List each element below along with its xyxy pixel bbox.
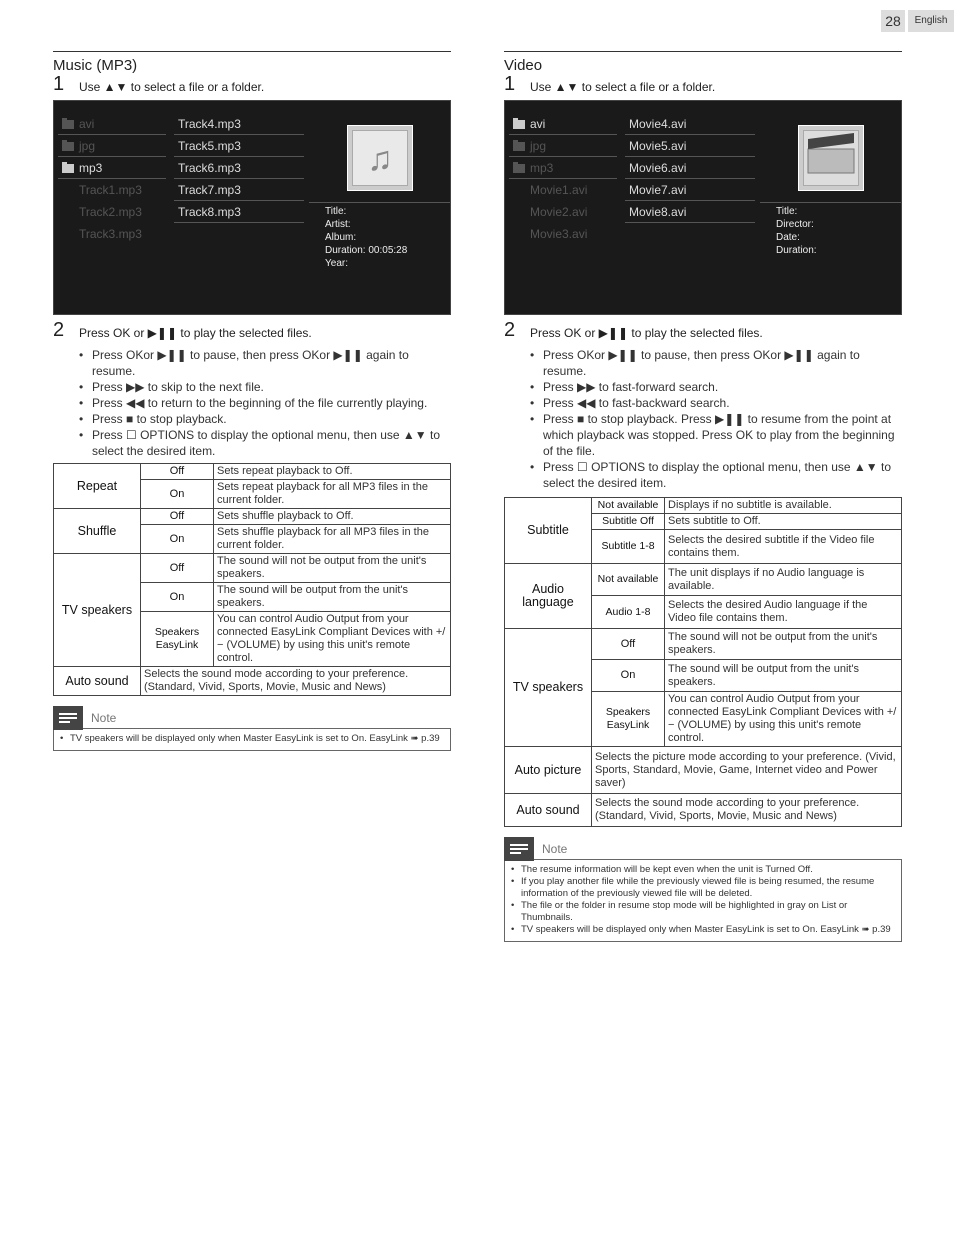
- item-label: avi: [530, 117, 546, 131]
- file-item[interactable]: [509, 179, 617, 201]
- music-note-icon: ♫: [352, 130, 408, 186]
- folder-item[interactable]: [509, 113, 617, 135]
- step-text: Use ▲▼ to select a file or a folder.: [79, 80, 265, 94]
- folder-icon: [62, 142, 74, 151]
- file-item[interactable]: Movie5.avi: [625, 135, 755, 157]
- option-name: Speakers EasyLink: [141, 612, 214, 667]
- instruction-item: • Press ▶▶ to fast-forward search.: [530, 379, 902, 395]
- note-label: Note: [542, 842, 568, 856]
- video-file-info: [760, 202, 901, 257]
- item-label: jpg: [79, 139, 96, 153]
- option-name: Subtitle 1-8: [592, 530, 665, 564]
- row-label: Auto picture: [505, 747, 592, 794]
- music-thumbnail: [347, 125, 413, 191]
- video-options-table: [504, 497, 902, 827]
- option-desc: Sets repeat playback for all MP3 files in the current folder.: [214, 480, 451, 509]
- folder-icon: [62, 120, 74, 129]
- info-line: Album:: [325, 232, 357, 243]
- item-label: Movie3.avi: [530, 227, 588, 241]
- music-browser-screen: [53, 100, 451, 315]
- step-text: Press OK or ▶❚❚ to play the selected files.: [530, 326, 763, 340]
- divider: [504, 51, 902, 52]
- video-step-2: [504, 319, 902, 345]
- file-item[interactable]: Track8.mp3: [174, 201, 304, 223]
- info-line: Duration: 00:05:28: [325, 245, 408, 256]
- item-label: Track1.mp3: [79, 183, 142, 197]
- folder-icon: [513, 120, 525, 129]
- note-item: • TV speakers will be displayed only when Master EasyLink is set to On. EasyLink ➠ p.39: [511, 924, 895, 936]
- music-file-list-1: [58, 113, 166, 245]
- step-number: 2: [53, 319, 65, 341]
- option-desc: Selects the sound mode according to your preference. (Standard, Vivid, Sports, Movie, Music and News): [592, 794, 902, 827]
- language-tab: English: [908, 10, 954, 32]
- instruction-item: • Press OKor ▶❚❚ to pause, then press OKor ▶❚❚ again to resume.: [530, 347, 902, 379]
- option-desc: The unit displays if no Audio language is available.: [665, 564, 902, 596]
- music-file-list-2: [174, 113, 304, 223]
- info-line: Title:: [325, 206, 347, 217]
- row-label: Subtitle: [505, 498, 592, 564]
- info-line: Title:: [776, 206, 798, 217]
- row-label: Auto sound: [505, 794, 592, 827]
- file-item[interactable]: Track7.mp3: [174, 179, 304, 201]
- step-number: 1: [504, 73, 516, 95]
- option-desc: The sound will be output from the unit's speakers.: [214, 583, 451, 612]
- option-desc: The sound will not be output from the unit's speakers.: [214, 554, 451, 583]
- note-header: [504, 837, 902, 859]
- item-label: mp3: [79, 161, 103, 175]
- file-item[interactable]: Movie8.avi: [625, 201, 755, 223]
- option-name: Audio 1-8: [592, 596, 665, 629]
- option-desc: Selects the desired Audio language if the Video file contains them.: [665, 596, 902, 629]
- video-step-1: [504, 73, 902, 99]
- option-desc: Sets repeat playback to Off.: [214, 464, 451, 480]
- option-name: Off: [141, 509, 214, 525]
- step-text: Use ▲▼ to select a file or a folder.: [530, 80, 716, 94]
- instruction-item: • Press ■ to stop playback.: [79, 411, 451, 427]
- item-label: Movie1.avi: [530, 183, 588, 197]
- option-desc: Sets subtitle to Off.: [665, 514, 902, 530]
- row-label: Audio language: [505, 564, 592, 629]
- video-thumbnail: [798, 125, 864, 191]
- folder-item[interactable]: [58, 157, 166, 179]
- option-desc: Selects the sound mode according to your preference. (Standard, Vivid, Sports, Movie, Music and News): [141, 667, 451, 696]
- page-number: 28: [881, 10, 905, 32]
- note-item: • If you play another file while the previously viewed file is being resumed, the resume information of the previously viewed file will be deleted.: [511, 876, 895, 900]
- info-line: Duration:: [776, 245, 817, 256]
- file-item[interactable]: [509, 223, 617, 245]
- option-name: On: [592, 660, 665, 692]
- info-line: Director:: [776, 219, 814, 230]
- file-item[interactable]: Movie4.avi: [625, 113, 755, 135]
- option-name: Off: [141, 554, 214, 583]
- video-file-list-2: [625, 113, 755, 223]
- row-label: Auto sound: [54, 667, 141, 696]
- row-label: TV speakers: [54, 554, 141, 667]
- option-desc: You can control Audio Output from your connected EasyLink Compliant Devices with +/− (VOLUME) by using this unit's remote control.: [665, 692, 902, 747]
- music-bullet-list: [53, 347, 451, 459]
- folder-item[interactable]: [58, 113, 166, 135]
- option-name: Speakers EasyLink: [592, 692, 665, 747]
- file-item[interactable]: Track4.mp3: [174, 113, 304, 135]
- option-desc: Sets shuffle playback to Off.: [214, 509, 451, 525]
- note-item: • The file or the folder in resume stop mode will be highlighted in gray on List or Thumbnails.: [511, 900, 895, 924]
- row-label: Repeat: [54, 464, 141, 509]
- music-options-table: [53, 463, 451, 696]
- item-label: Movie2.avi: [530, 205, 588, 219]
- note-list: [53, 728, 451, 751]
- file-item[interactable]: Movie7.avi: [625, 179, 755, 201]
- option-desc: Selects the desired subtitle if the Video file contains them.: [665, 530, 902, 564]
- music-step-1: [53, 73, 451, 99]
- note-icon: [53, 706, 83, 730]
- info-line: Year:: [325, 258, 348, 269]
- instruction-item: • Press ▶▶ to skip to the next file.: [79, 379, 451, 395]
- note-item: • TV speakers will be displayed only when Master EasyLink is set to On. EasyLink ➠ p.39: [60, 733, 444, 745]
- option-name: On: [141, 480, 214, 509]
- info-line: Artist:: [325, 219, 351, 230]
- music-file-info: [309, 202, 450, 270]
- video-section: [504, 51, 902, 942]
- file-item[interactable]: [58, 179, 166, 201]
- folder-item[interactable]: [509, 135, 617, 157]
- file-item[interactable]: Movie6.avi: [625, 157, 755, 179]
- option-name: Off: [141, 464, 214, 480]
- option-desc: Sets shuffle playback for all MP3 files in the current folder.: [214, 525, 451, 554]
- instruction-item: • Press ☐ OPTIONS to display the optional menu, then use ▲▼ to select the desired item.: [79, 427, 451, 459]
- note-icon: [504, 837, 534, 861]
- folder-icon: [513, 164, 525, 173]
- file-item[interactable]: Track5.mp3: [174, 135, 304, 157]
- music-heading: Music (MP3): [53, 57, 138, 74]
- row-label: TV speakers: [505, 629, 592, 747]
- option-desc: The sound will not be output from the unit's speakers.: [665, 629, 902, 660]
- video-browser-screen: [504, 100, 902, 315]
- option-name: Off: [592, 629, 665, 660]
- file-item[interactable]: [58, 201, 166, 223]
- note-header: [53, 706, 451, 728]
- file-item[interactable]: [509, 201, 617, 223]
- folder-item[interactable]: [509, 157, 617, 179]
- info-line: Date:: [776, 232, 800, 243]
- instruction-item: • Press ◀◀ to return to the beginning of the file currently playing.: [79, 395, 451, 411]
- option-name: On: [141, 525, 214, 554]
- folder-icon: [513, 142, 525, 151]
- step-number: 2: [504, 319, 516, 341]
- divider: [53, 51, 451, 52]
- video-bullet-list: [504, 347, 902, 491]
- item-label: jpg: [530, 139, 547, 153]
- option-desc: Selects the picture mode according to your preference. (Vivid, Sports, Standard, Movie, Game, Internet video and Power saver): [592, 747, 902, 794]
- option-desc: The sound will be output from the unit's speakers.: [665, 660, 902, 692]
- option-name: Subtitle Off: [592, 514, 665, 530]
- item-label: avi: [79, 117, 95, 131]
- instruction-item: • Press ◀◀ to fast-backward search.: [530, 395, 902, 411]
- music-section: [53, 51, 451, 751]
- instruction-item: • Press ■ to stop playback. Press ▶❚❚ to resume from the point at which playback was stopped. Press OK to play from the beginning of the file.: [530, 411, 902, 459]
- file-item[interactable]: [58, 223, 166, 245]
- item-label: Track3.mp3: [79, 227, 142, 241]
- instruction-item: • Press ☐ OPTIONS to display the optional menu, then use ▲▼ to select the desired item.: [530, 459, 902, 491]
- item-label: mp3: [530, 161, 554, 175]
- option-desc: You can control Audio Output from your connected EasyLink Compliant Devices with +/− (VOLUME) by using this unit's remote control.: [214, 612, 451, 667]
- item-label: Track2.mp3: [79, 205, 142, 219]
- option-name: On: [141, 583, 214, 612]
- clapperboard-icon: [803, 130, 859, 186]
- step-text: Press OK or ▶❚❚ to play the selected files.: [79, 326, 312, 340]
- row-label: Shuffle: [54, 509, 141, 554]
- file-item[interactable]: Track6.mp3: [174, 157, 304, 179]
- video-file-list-1: [509, 113, 617, 245]
- note-list: [504, 859, 902, 942]
- note-item: • The resume information will be kept even when the unit is Turned Off.: [511, 864, 895, 876]
- note-label: Note: [91, 711, 117, 725]
- music-step-2: [53, 319, 451, 345]
- option-desc: Displays if no subtitle is available.: [665, 498, 902, 514]
- instruction-item: • Press OKor ▶❚❚ to pause, then press OKor ▶❚❚ again to resume.: [79, 347, 451, 379]
- step-number: 1: [53, 73, 65, 95]
- option-name: Not available: [592, 564, 665, 596]
- option-name: Not available: [592, 498, 665, 514]
- folder-icon: [62, 164, 74, 173]
- music-note: [53, 706, 451, 751]
- video-note: [504, 837, 902, 942]
- video-heading: Video: [504, 57, 543, 74]
- folder-item[interactable]: [58, 135, 166, 157]
